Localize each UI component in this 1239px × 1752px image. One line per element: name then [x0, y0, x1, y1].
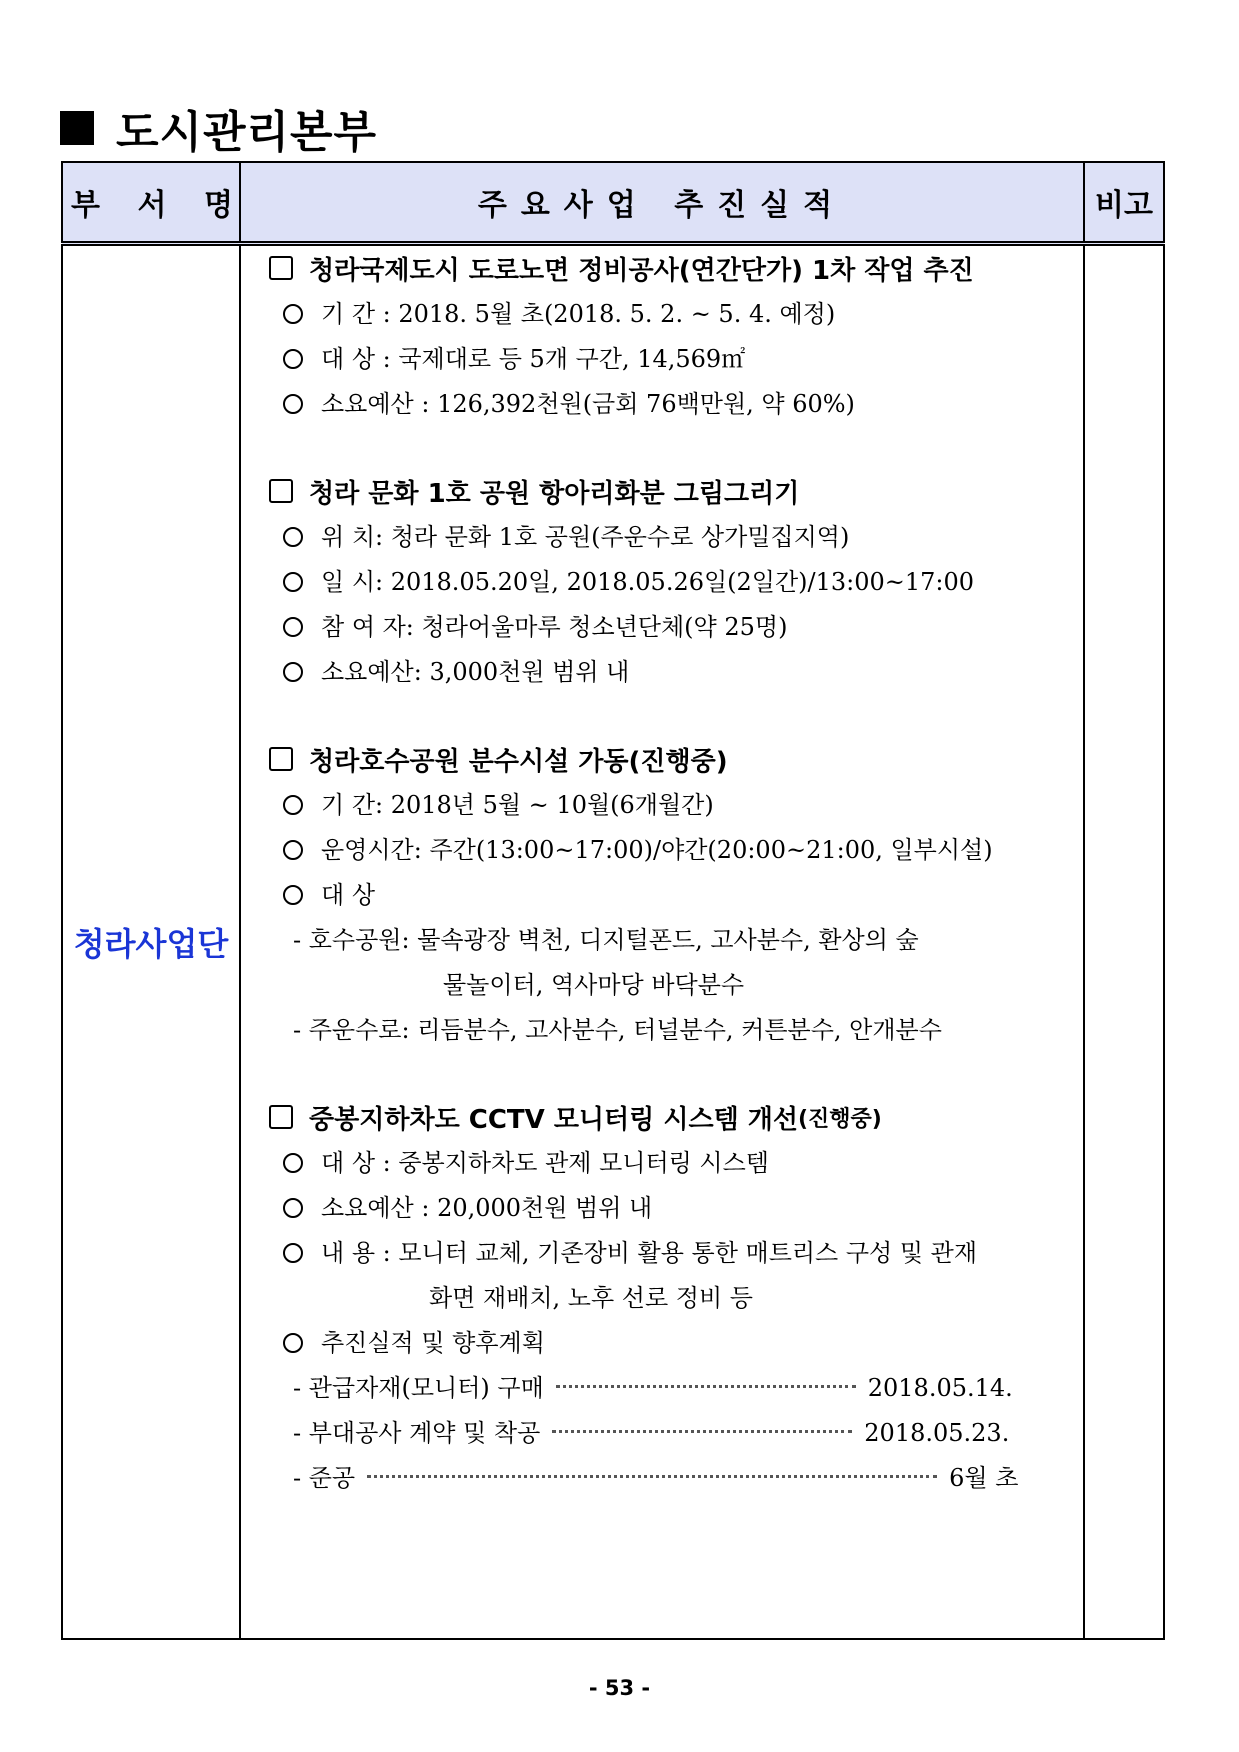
dot-leader [556, 1385, 856, 1388]
dot-leader [552, 1430, 852, 1433]
list-item-text: 운영시간: 주간(13:00~17:00)/야간(20:00~21:00, 일부시설) [321, 836, 993, 864]
checkbox-icon [269, 256, 293, 280]
sub-item-continued: 물놀이터, 역사마당 바닥분수 [443, 971, 745, 999]
list-item [241, 515, 1083, 560]
page-title-text: 도시관리본부 [116, 107, 378, 158]
list-item-text: 대 상 [321, 881, 375, 909]
circle-bullet-icon [283, 527, 303, 547]
section-title-text: 청라호수공원 분수시설 가동(진행중) [309, 746, 728, 777]
list-item-continued: 화면 재배치, 노후 선로 정비 등 [429, 1284, 753, 1312]
section-title-text: 중봉지하차도 CCTV 모니터링 시스템 개선 [309, 1104, 798, 1135]
square-bullet-icon [60, 111, 94, 145]
circle-bullet-icon [283, 1243, 303, 1263]
header-dept-char: 서 [137, 188, 167, 223]
table-body-row [62, 244, 1164, 1640]
section-fountain [241, 737, 1083, 1053]
checkbox-icon [269, 479, 293, 503]
header-dept-char: 부 [71, 188, 100, 223]
circle-bullet-icon [283, 795, 303, 815]
schedule-item: - 관급자재(모니터) 구매 [293, 1374, 544, 1402]
page-number: - 53 - [588, 1676, 651, 1700]
list-item-text: 내 용 : 모니터 교체, 기존장비 활용 통한 매트리스 구성 및 관재 [321, 1239, 978, 1267]
circle-bullet-icon [283, 885, 303, 905]
header-main: 주요사업 추진실적 [240, 162, 1084, 244]
page-title [60, 96, 377, 160]
list-item [241, 1321, 1083, 1366]
list-item-text: 위 치: 청라 문화 1호 공원(주운수로 상가밀집지역) [321, 523, 850, 551]
list-item [241, 337, 1083, 382]
list-item-text: 추진실적 및 향후계획 [321, 1329, 545, 1357]
list-item-text: 참 여 자: 청라어울마루 청소년단체(약 25명) [321, 613, 788, 641]
section-title-text: 청라국제도시 도로노면 정비공사(연간단가) 1차 작업 추진 [309, 255, 974, 286]
list-item-text: 기 간: 2018년 5월 ~ 10월(6개월간) [321, 791, 714, 819]
checkbox-icon [269, 1105, 293, 1129]
list-item [241, 650, 1083, 695]
list-item-text: 일 시: 2018.05.20일, 2018.05.26일(2일간)/13:00~17:00 [321, 568, 975, 596]
header-note: 비고 [1084, 162, 1164, 244]
list-item [241, 1186, 1083, 1231]
list-item-text: 소요예산: 3,000천원 범위 내 [321, 658, 630, 686]
schedule-date: 6월 초 [949, 1464, 1019, 1492]
department-cell: 청라사업단 [62, 244, 240, 1640]
schedule-row [241, 1411, 1083, 1456]
sub-item: - 호수공원: 물속광장 벽천, 디지털폰드, 고사분수, 환상의 숲 [293, 926, 919, 954]
report-table [61, 161, 1165, 1640]
circle-bullet-icon [283, 349, 303, 369]
list-item [241, 1231, 1083, 1276]
section-title-suffix: (진행중) [797, 1106, 882, 1132]
section-title [241, 469, 1083, 513]
schedule-row [241, 1366, 1083, 1411]
list-item [241, 560, 1083, 605]
schedule-item: - 준공 [293, 1464, 356, 1492]
circle-bullet-icon [283, 304, 303, 324]
content-cell [240, 244, 1084, 1640]
section-park-pots [241, 469, 1083, 695]
circle-bullet-icon [283, 572, 303, 592]
note-cell [1084, 244, 1164, 1640]
schedule-item: - 부대공사 계약 및 착공 [293, 1419, 541, 1447]
list-item-text: 대 상 : 국제대로 등 5개 구간, 14,569㎡ [321, 345, 746, 373]
list-item [241, 1141, 1083, 1186]
list-item [241, 828, 1083, 873]
section-title [241, 246, 1083, 290]
table-header-row [62, 162, 1164, 244]
circle-bullet-icon [283, 1198, 303, 1218]
list-item-text: 기 간 : 2018. 5월 초(2018. 5. 2. ~ 5. 4. 예정) [321, 300, 836, 328]
section-title [241, 737, 1083, 781]
circle-bullet-icon [283, 394, 303, 414]
section-road [241, 246, 1083, 427]
circle-bullet-icon [283, 617, 303, 637]
list-item [241, 605, 1083, 650]
schedule-date: 2018.05.14. [867, 1374, 1013, 1402]
circle-bullet-icon [283, 1153, 303, 1173]
dot-leader [367, 1475, 937, 1478]
list-item-text: 소요예산 : 20,000천원 범위 내 [321, 1194, 653, 1222]
header-dept [62, 162, 240, 244]
section-title-text: 청라 문화 1호 공원 항아리화분 그림그리기 [309, 478, 800, 509]
section-cctv [241, 1095, 1083, 1501]
list-item-text: 소요예산 : 126,392천원(금회 76백만원, 약 60%) [321, 390, 855, 418]
checkbox-icon [269, 747, 293, 771]
list-item [241, 292, 1083, 337]
schedule-date: 2018.05.23. [864, 1419, 1010, 1447]
circle-bullet-icon [283, 662, 303, 682]
sub-item: - 주운수로: 리듬분수, 고사분수, 터널분수, 커튼분수, 안개분수 [293, 1016, 942, 1044]
list-item-text: 대 상 : 중봉지하차도 관제 모니터링 시스템 [321, 1149, 769, 1177]
section-title [241, 1095, 1083, 1139]
list-item [241, 873, 1083, 918]
list-item [241, 382, 1083, 427]
schedule-row [241, 1456, 1083, 1501]
list-item [241, 783, 1083, 828]
circle-bullet-icon [283, 840, 303, 860]
circle-bullet-icon [283, 1333, 303, 1353]
header-dept-char: 명 [204, 188, 233, 223]
